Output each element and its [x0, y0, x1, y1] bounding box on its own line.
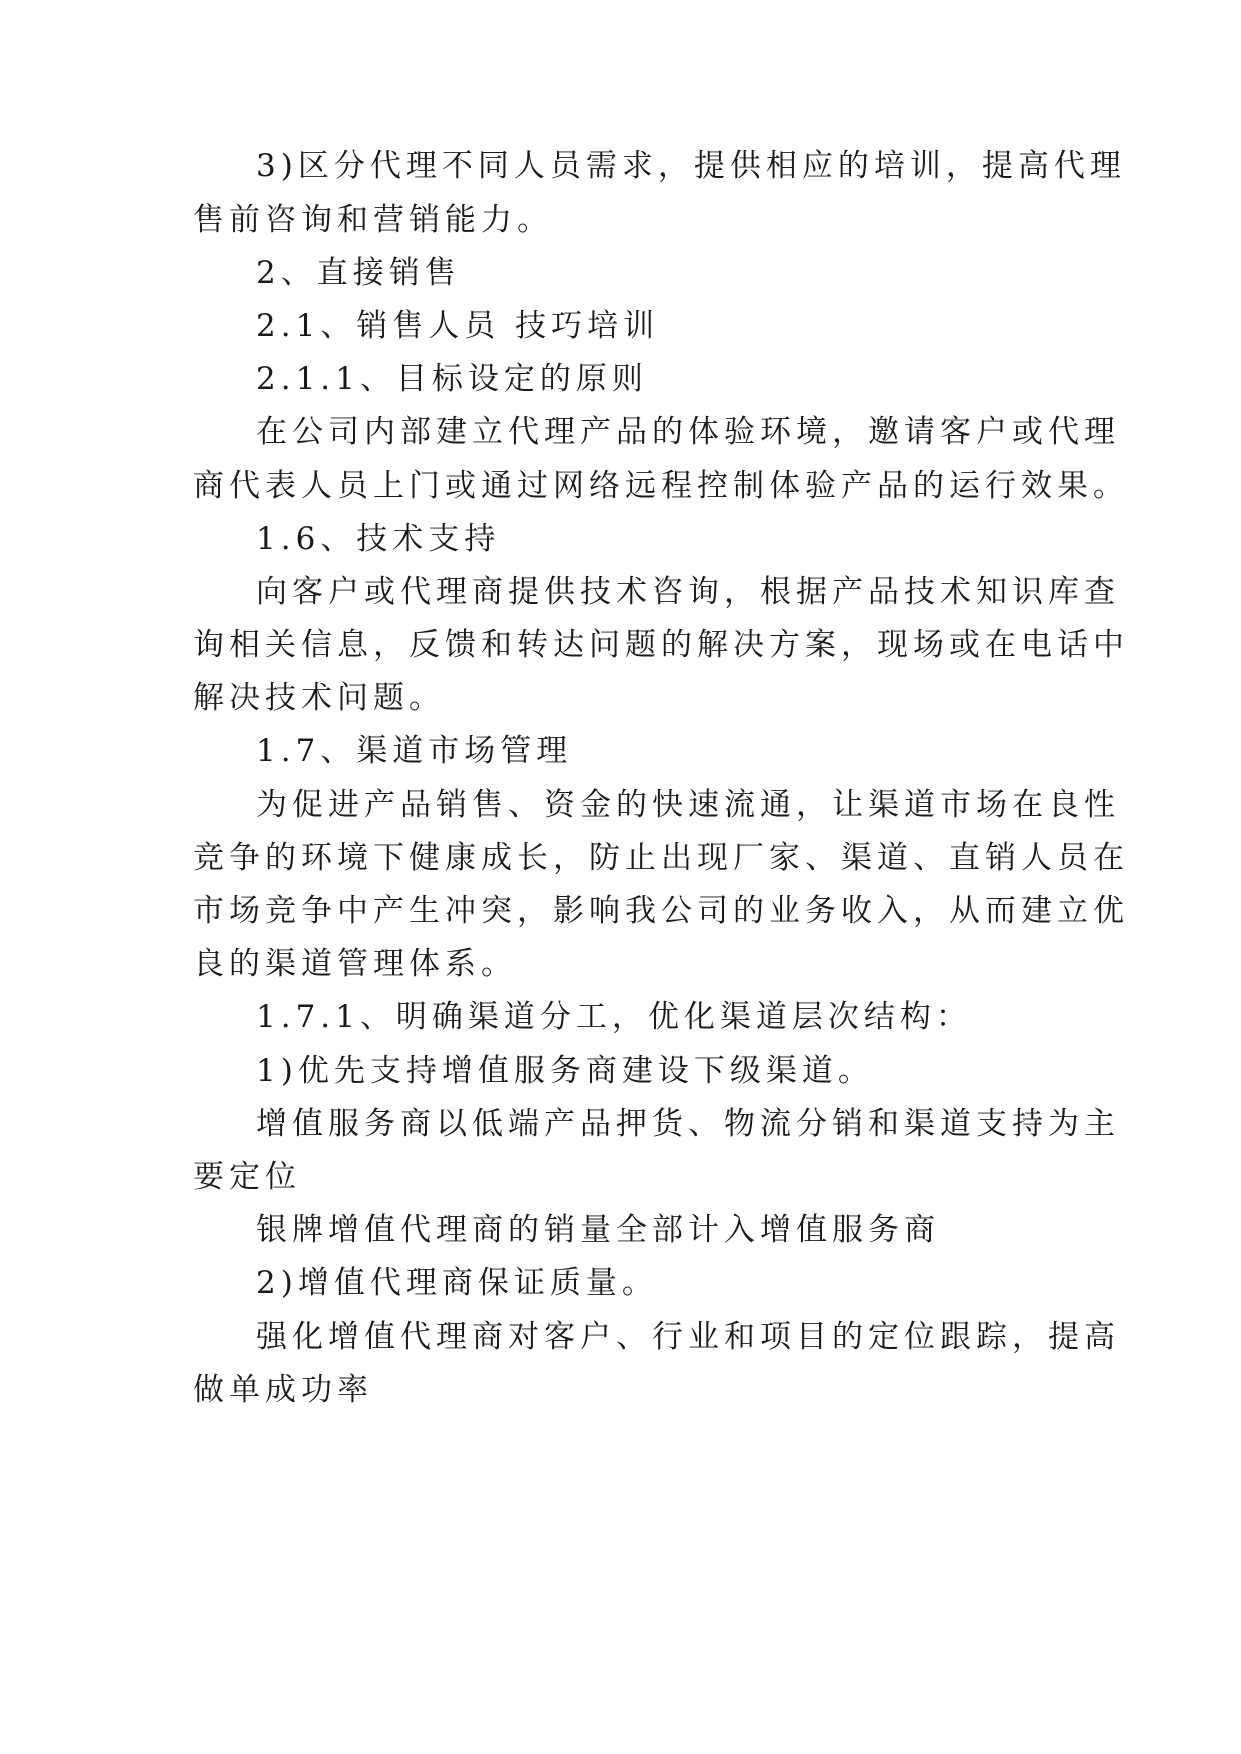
paragraph-line: 售前咨询和营销能力。: [193, 202, 553, 238]
list-item: 1)优先支持增值服务商建设下级渠道。: [256, 1053, 874, 1089]
section-heading: 1.6、技术支持: [256, 521, 501, 557]
paragraph-line: 向客户或代理商提供技术咨询，根据产品技术知识库查: [256, 574, 1120, 610]
section-heading: 2.1、销售人员 技巧培训: [256, 308, 660, 344]
paragraph-line: 解决技术问题。: [193, 680, 445, 716]
paragraph-line: 良的渠道管理体系。: [193, 946, 517, 982]
paragraph-line: 市场竞争中产生冲突，影响我公司的业务收入，从而建立优: [193, 893, 1129, 929]
paragraph-line: 在公司内部建立代理产品的体验环境，邀请客户或代理: [256, 414, 1120, 450]
section-heading: 2、直接销售: [256, 255, 461, 291]
section-heading: 1.7、渠道市场管理: [256, 733, 573, 769]
section-heading: 2.1.1、目标设定的原则: [256, 361, 648, 397]
paragraph-line: 为促进产品销售、资金的快速流通，让渠道市场在良性: [256, 787, 1120, 823]
paragraph-line: 竞争的环境下健康成长，防止出现厂家、渠道、直销人员在: [193, 840, 1129, 876]
paragraph-line: 增值服务商以低端产品押货、物流分销和渠道支持为主: [256, 1106, 1120, 1142]
section-heading: 1.7.1、明确渠道分工，优化渠道层次结构：: [256, 999, 972, 1035]
paragraph-line: 做单成功率: [193, 1372, 373, 1408]
list-item: 2)增值代理商保证质量。: [256, 1265, 658, 1301]
paragraph-line: 商代表人员上门或通过网络远程控制体验产品的运行效果。: [193, 468, 1129, 504]
paragraph-line: 询相关信息，反馈和转达问题的解决方案，现场或在电话中: [193, 627, 1129, 663]
paragraph-line: 强化增值代理商对客户、行业和项目的定位跟踪，提高: [256, 1319, 1120, 1355]
paragraph-line: 银牌增值代理商的销量全部计入增值服务商: [256, 1212, 940, 1248]
paragraph-line: 3)区分代理不同人员需求，提供相应的培训，提高代理: [256, 148, 1126, 184]
paragraph-line: 要定位: [193, 1159, 301, 1195]
